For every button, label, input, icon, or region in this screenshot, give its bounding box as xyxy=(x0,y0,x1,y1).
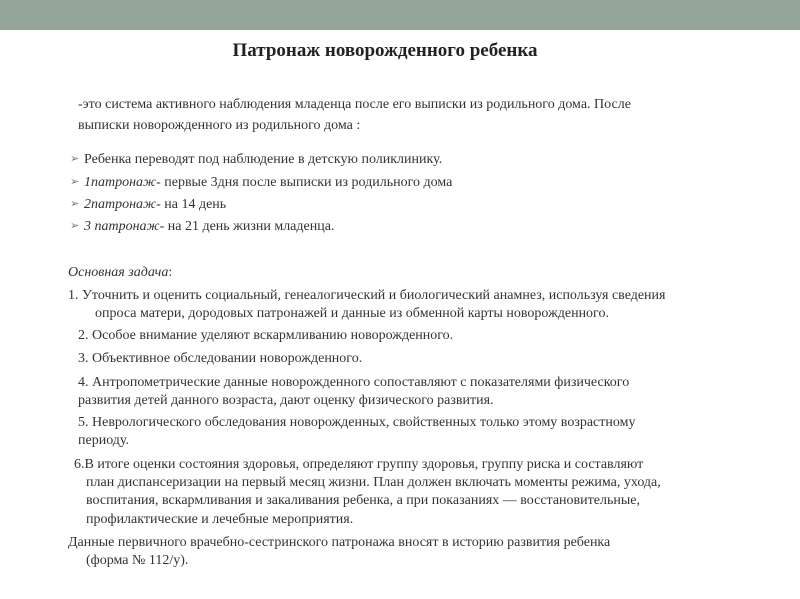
intro-line-1: -это система активного наблюдения младенца после его выписки из родильного дома. После xyxy=(78,97,631,112)
task-1-line-1: 1. Уточнить и оценить социальный, генеалогический и биологический анамнез, используя сведения xyxy=(68,288,666,303)
task-6-line-2: план диспансеризации на первый месяц жизни. План должен включать моменты режима, ухода, xyxy=(86,475,661,490)
footer-line-2: (форма № 112/у). xyxy=(86,553,189,568)
task-heading-colon: : xyxy=(168,265,173,280)
bullet-lead: 2патронаж xyxy=(84,197,157,212)
footer-line-1: Данные первичного врачебно-сестринского патронажа вносят в историю развития ребенка xyxy=(68,535,611,550)
bullet-text: - первые 3дня после выписки из родильного дома xyxy=(156,175,453,190)
task-5-line-1: 5. Неврологического обследования новорожденных, свойственных только этому возрастному xyxy=(78,415,636,430)
bullet-text: Ребенка переводят под наблюдение в детскую поликлинику. xyxy=(84,152,443,167)
task-4-line-2: развития детей данного возраста, дают оценку физического развития. xyxy=(78,393,494,408)
list-item xyxy=(84,218,334,235)
task-6-line-3: воспитания, вскармливания и закаливания ребенка, а при показаниях — восстановительные, xyxy=(86,493,640,508)
bullet-lead: 1патронаж xyxy=(84,175,157,190)
task-2: 2. Особое внимание уделяют вскармливанию новорожденного. xyxy=(78,328,454,343)
bullet-arrow-icon: ➢ xyxy=(70,176,80,188)
bullet-arrow-icon: ➢ xyxy=(70,198,80,210)
list-item xyxy=(84,174,452,191)
task-3: 3. Объективное обследовании новорожденного. xyxy=(78,351,363,366)
list-item xyxy=(84,196,226,213)
list-item xyxy=(84,151,442,168)
top-bar xyxy=(0,0,800,30)
task-6-line-1: 6.В итоге оценки состояния здоровья, определяют группу здоровья, группу риска и составляют xyxy=(74,457,644,472)
bullet-lead: 3 патронаж xyxy=(84,219,160,234)
task-heading-text: Основная задача xyxy=(68,265,169,280)
bullet-text: - на 14 день xyxy=(156,197,227,212)
task-heading xyxy=(68,264,172,281)
task-6-line-4: профилактические и лечебные мероприятия. xyxy=(86,512,354,527)
task-4-line-1: 4. Антропометрические данные новорожденного сопоставляют с показателями физического xyxy=(78,375,630,390)
page-title: Патронаж новорожденного ребенка xyxy=(232,40,538,61)
task-1-line-2: опроса матери, дородовых патронажей и данные из обменной карты новорожденного. xyxy=(95,306,609,321)
bullet-arrow-icon: ➢ xyxy=(70,153,80,165)
bullet-text: - на 21 день жизни младенца. xyxy=(159,219,335,234)
task-5-line-2: периоду. xyxy=(78,433,130,448)
bullet-arrow-icon: ➢ xyxy=(70,220,80,232)
intro-line-2: выписки новорожденного из родильного дома : xyxy=(78,118,361,133)
